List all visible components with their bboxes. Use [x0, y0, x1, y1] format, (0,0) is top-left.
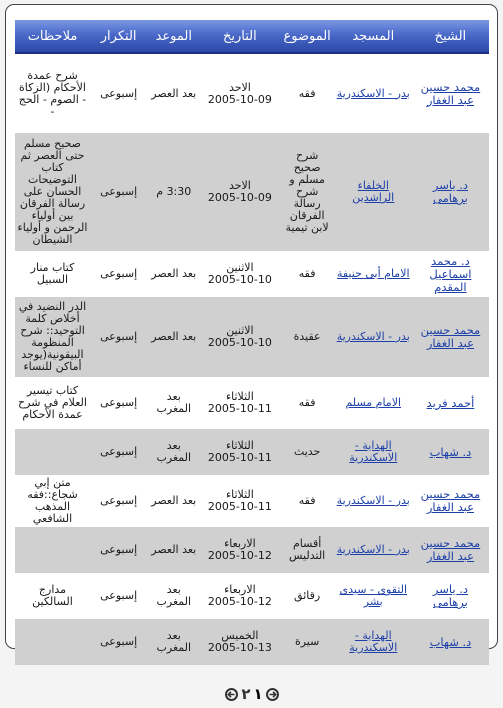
cell-topic	[280, 429, 335, 475]
topic-text: أقسام التدليس	[289, 537, 326, 562]
table-row	[15, 251, 489, 297]
cell-date	[200, 377, 279, 429]
notes-text: كتاب منار السبيل	[30, 261, 75, 286]
time-text: بعد المغرب	[156, 583, 192, 608]
table-row	[15, 475, 489, 527]
topic-text: فقه	[298, 396, 316, 409]
mosque-link[interactable]: بدر - الاسكندرية	[336, 330, 410, 343]
cell-date: 2005-10-10	[207, 336, 272, 349]
cell-notes	[15, 475, 90, 527]
cell-repeat	[90, 297, 147, 377]
sheikh-link[interactable]: د. محمد اسماعيل المقدم	[429, 253, 472, 294]
cell-mosque[interactable]	[335, 619, 412, 665]
cell-repeat	[90, 377, 147, 429]
cell-repeat	[90, 251, 147, 297]
cell-mosque[interactable]	[335, 377, 412, 429]
cell-day: الثلاثاء	[225, 390, 254, 403]
lessons-table	[15, 20, 489, 665]
notes-text: مدارج السالكين	[32, 583, 73, 608]
repeat-text: إسبوعى	[100, 185, 138, 198]
cell-date: 2005-10-09	[207, 92, 272, 106]
cell-time	[147, 133, 200, 251]
cell-topic	[280, 573, 335, 619]
cell-repeat	[90, 133, 147, 251]
table-header	[15, 20, 489, 53]
cell-topic	[280, 251, 335, 297]
cell-mosque[interactable]	[335, 475, 412, 527]
cell-date: 2005-10-13	[207, 641, 272, 654]
cell-day: الخميس	[221, 629, 259, 642]
mosque-link[interactable]: الهداية - الاسكندرية	[349, 439, 398, 464]
cell-notes	[15, 377, 90, 429]
pagination	[220, 684, 284, 704]
sheikh-link[interactable]: محمد حسين عبد الغفار	[420, 487, 481, 514]
topic-text: رقائق	[294, 589, 321, 602]
cell-day: الاربعاء	[224, 583, 256, 596]
mosque-link[interactable]: الهداية - الاسكندرية	[349, 629, 398, 654]
cell-time	[147, 429, 200, 475]
sheikh-link[interactable]: د. ياسر برهامى	[432, 582, 468, 609]
col-header-date: التاريخ	[200, 20, 279, 53]
topic-text: فقه	[298, 494, 316, 507]
topic-text: عقيدة	[293, 330, 321, 343]
table-row	[15, 53, 489, 133]
time-text: بعد العصر	[151, 330, 197, 343]
arrow-right-circle-icon[interactable]	[266, 688, 279, 701]
cell-notes	[15, 619, 90, 665]
cell-date	[200, 475, 279, 527]
sheikh-link[interactable]: أحمد فريد	[426, 395, 475, 410]
table-row	[15, 429, 489, 475]
cell-topic	[280, 475, 335, 527]
cell-sheikh[interactable]	[412, 297, 489, 377]
page-link-1[interactable]: ١	[253, 685, 263, 703]
cell-topic	[280, 53, 335, 133]
cell-notes	[15, 251, 90, 297]
repeat-text: إسبوعى	[100, 589, 138, 602]
time-text: بعد العصر	[151, 494, 197, 507]
cell-topic	[280, 297, 335, 377]
cell-notes	[15, 53, 90, 133]
time-text: بعد المغرب	[156, 629, 192, 654]
mosque-link[interactable]: بدر - الاسكندرية	[336, 543, 410, 556]
cell-repeat	[90, 619, 147, 665]
cell-sheikh[interactable]	[412, 53, 489, 133]
cell-time	[147, 475, 200, 527]
cell-date	[200, 619, 279, 665]
cell-day: الاثنين	[226, 324, 254, 337]
cell-mosque[interactable]	[335, 297, 412, 377]
cell-date	[200, 429, 279, 475]
topic-text: شرح صحيح مسلم و شرح رسالة الفرقان لابن تيمية	[285, 149, 329, 234]
sheikh-link[interactable]: د. ياسر برهامى	[432, 178, 468, 205]
repeat-text: إسبوعى	[100, 494, 138, 507]
repeat-text: إسبوعى	[100, 543, 138, 556]
sheikh-link[interactable]: د. شهاب	[429, 634, 472, 649]
cell-date: 2005-10-12	[207, 549, 272, 562]
sheikh-link[interactable]: محمد حسين عبد الغفار	[420, 79, 481, 107]
cell-date	[200, 251, 279, 297]
cell-topic	[280, 527, 335, 573]
page-link-2[interactable]: ٢	[241, 685, 251, 703]
cell-date: 2005-10-10	[207, 273, 272, 286]
cell-time	[147, 53, 200, 133]
cell-date: 2005-10-09	[207, 191, 272, 204]
time-text: بعد المغرب	[156, 390, 192, 415]
topic-text: فقه	[298, 86, 316, 100]
cell-notes	[15, 429, 90, 475]
cell-date: 2005-10-11	[207, 451, 272, 464]
topic-text: سيرة	[294, 635, 320, 648]
time-text: بعد العصر	[151, 86, 197, 100]
cell-date: 2005-10-12	[207, 595, 272, 608]
cell-day: الثلاثاء	[225, 488, 254, 501]
cell-date	[200, 527, 279, 573]
cell-sheikh[interactable]	[412, 133, 489, 251]
mosque-link[interactable]: الخلفاء الراشدين	[352, 179, 395, 204]
col-header-mosque: المسجد	[335, 20, 412, 53]
cell-day: الثلاثاء	[225, 439, 254, 452]
repeat-text: إسبوعى	[100, 330, 138, 343]
col-header-time: الموعد	[147, 20, 200, 53]
cell-repeat	[90, 475, 147, 527]
cell-notes	[15, 573, 90, 619]
cell-time	[147, 573, 200, 619]
cell-sheikh[interactable]	[412, 251, 489, 297]
repeat-text: إسبوعى	[100, 635, 138, 648]
cell-sheikh[interactable]	[412, 573, 489, 619]
cell-date: 2005-10-11	[207, 402, 272, 415]
time-text: 3:30 م	[156, 185, 192, 198]
col-header-notes: ملاحظات	[15, 20, 90, 53]
cell-day: الاربعاء	[224, 537, 256, 550]
cell-time	[147, 297, 200, 377]
cell-sheikh[interactable]	[412, 475, 489, 527]
cell-topic	[280, 133, 335, 251]
cell-date	[200, 297, 279, 377]
time-text: بعد العصر	[151, 543, 197, 556]
mosque-link[interactable]: بدر - الاسكندرية	[336, 86, 410, 100]
notes-text: الدر النضيد في أخلاص كلمة التوحيد:: شرح المنظومة البيقونية(يوجد أماكن للنساء	[18, 300, 87, 373]
mosque-link[interactable]: الامام أبى حنيفة	[336, 267, 410, 280]
cell-date	[200, 573, 279, 619]
cell-repeat	[90, 53, 147, 133]
table-row	[15, 133, 489, 251]
cell-day: الاحد	[228, 80, 251, 94]
cell-sheikh[interactable]	[412, 377, 489, 429]
cell-sheikh[interactable]	[412, 429, 489, 475]
cell-notes	[15, 133, 90, 251]
cell-mosque[interactable]	[335, 251, 412, 297]
sheikh-link[interactable]: محمد حسين عبد الغفار	[420, 323, 481, 350]
time-text: بعد العصر	[151, 267, 197, 280]
notes-text: متن إبي شجاع::فقه المذهب الشافعي	[27, 476, 78, 525]
cell-date	[200, 53, 279, 133]
cell-sheikh[interactable]	[412, 527, 489, 573]
arrow-left-circle-icon[interactable]	[225, 688, 238, 701]
cell-time	[147, 377, 200, 429]
cell-notes	[15, 527, 90, 573]
col-header-repeat: التكرار	[90, 20, 147, 53]
table-row	[15, 297, 489, 377]
cell-notes	[15, 297, 90, 377]
cell-day: الاثنين	[226, 261, 254, 274]
cell-day: الاحد	[228, 179, 251, 192]
cell-topic	[280, 377, 335, 429]
cell-topic	[280, 619, 335, 665]
mosque-link[interactable]: التقوى - سيدى بشر	[339, 583, 407, 608]
sheikh-link[interactable]: محمد حسين عبد الغفار	[420, 536, 481, 563]
cell-mosque[interactable]	[335, 133, 412, 251]
cell-time	[147, 251, 200, 297]
cell-repeat	[90, 429, 147, 475]
mosque-link[interactable]: بدر - الاسكندرية	[336, 494, 410, 507]
table-row	[15, 619, 489, 665]
notes-text: كتاب تيسير العلام في شرح عمدة الأحكام	[18, 384, 87, 421]
mosque-link[interactable]: الامام مسلم	[345, 396, 402, 409]
cell-mosque[interactable]	[335, 429, 412, 475]
cell-mosque[interactable]	[335, 53, 412, 133]
topic-text: حديث	[293, 445, 321, 458]
cell-date: 2005-10-11	[207, 500, 272, 513]
cell-sheikh[interactable]	[412, 619, 489, 665]
cell-time	[147, 619, 200, 665]
cell-repeat	[90, 527, 147, 573]
table-row	[15, 527, 489, 573]
cell-mosque[interactable]	[335, 527, 412, 573]
notes-text: صحيح مسلم حتى العصر ثم كتاب التوضيحات الحسان على رسالة الفرقان بين أولياء الرحمن و أولياء الشيطان	[17, 137, 88, 246]
sheikh-link[interactable]: د. شهاب	[429, 444, 472, 459]
topic-text: فقه	[298, 267, 316, 280]
cell-date	[200, 133, 279, 251]
time-text: بعد المغرب	[156, 439, 192, 464]
cell-repeat	[90, 573, 147, 619]
col-header-sheikh: الشيخ	[412, 20, 489, 53]
repeat-text: إسبوعى	[100, 86, 138, 100]
col-header-topic: الموضوع	[280, 20, 335, 53]
repeat-text: إسبوعى	[100, 445, 138, 458]
repeat-text: إسبوعى	[100, 267, 138, 280]
notes-text: شرح عمدة الأحكام (الزكاة - الصوم - الحج -	[18, 68, 87, 118]
table-row	[15, 573, 489, 619]
cell-time	[147, 527, 200, 573]
repeat-text: إسبوعى	[100, 396, 138, 409]
cell-mosque[interactable]	[335, 573, 412, 619]
table-row	[15, 377, 489, 429]
